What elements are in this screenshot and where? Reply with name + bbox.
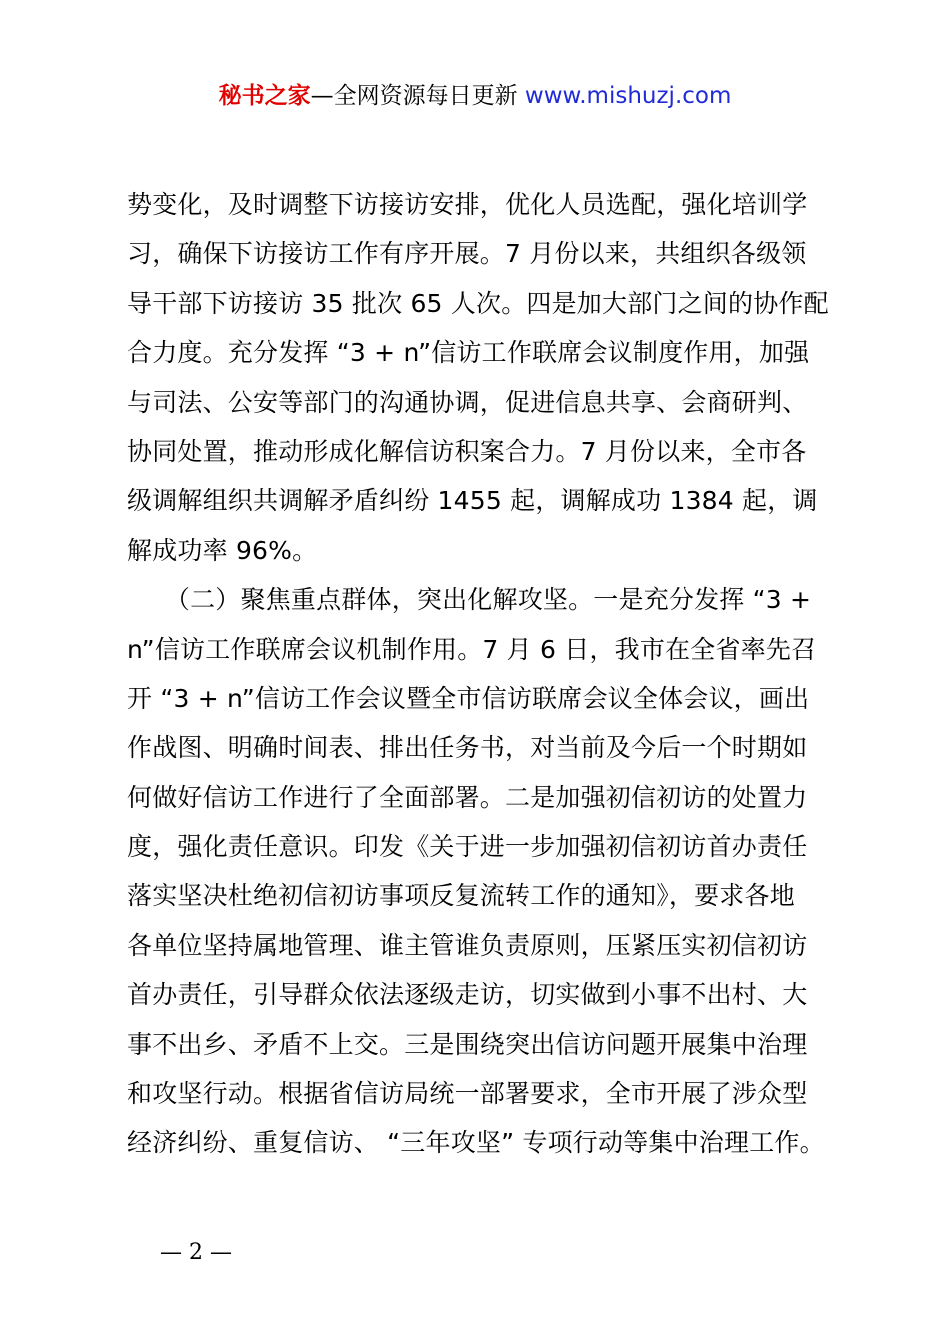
header-tagline: —全网资源每日更新 xyxy=(310,83,525,109)
text-line: 落实坚决杜绝初信初访事项反复流转工作的通知》，要求各地 xyxy=(127,881,795,911)
text-line: 作战图、明确时间表、排出任务书，对当前及今后一个时期如 xyxy=(127,733,808,763)
text-line: 势变化，及时调整下访接访安排，优化人员选配，强化培训学 xyxy=(127,190,808,219)
text-line: 解成功率 96%。 xyxy=(127,535,318,565)
page-number: — 2 — xyxy=(160,1240,232,1265)
text-line: 和攻坚行动。根据省信访局统一部署要求，全市开展了涉众型 xyxy=(127,1079,808,1109)
site-header xyxy=(0,80,950,112)
text-line: 合力度。充分发挥 “3 + n”信访工作联席会议制度作用，加强 xyxy=(127,338,810,368)
text-line: 度，强化责任意识。印发《关于进一步加强初信初访首办责任 xyxy=(127,832,808,862)
text-line: 各单位坚持属地管理、谁主管谁负责原则，压紧压实初信初访 xyxy=(127,930,808,960)
document-body xyxy=(127,183,847,1171)
text-line: 习，确保下访接访工作有序开展。7 月份以来，共组织各级领 xyxy=(127,239,807,269)
text-line: 事不出乡、矛盾不上交。三是围绕突出信访问题开展集中治理 xyxy=(127,1029,808,1059)
brand-name: 秘书之家 xyxy=(218,83,311,109)
text-line: 与司法、公安等部门的沟通协调，促进信息共享、会商研判、 xyxy=(127,387,808,417)
text-line: 何做好信访工作进行了全面部署。二是加强初信初访的处置力 xyxy=(127,782,808,812)
text-line: （二）聚焦重点群体，突出化解攻坚。一是充分发挥 “3 + xyxy=(127,585,812,615)
text-line: 开 “3 + n”信访工作会议暨全市信访联席会议全体会议，画出 xyxy=(127,683,810,713)
site-url-link[interactable]: www.mishuzj.com xyxy=(524,83,732,109)
text-line: 协同处置，推动形成化解信访积案合力。7 月份以来，全市各 xyxy=(127,436,807,466)
text-line: 级调解组织共调解矛盾纠纷 1455 起，调解成功 1384 起，调 xyxy=(127,486,818,516)
text-line: 首办责任，引导群众依法逐级走访，切实做到小事不出村、大 xyxy=(127,980,808,1010)
text-line: n”信访工作联席会议机制作用。7 月 6 日，我市在全省率先召 xyxy=(127,634,817,664)
text-line: 经济纠纷、重复信访、 “三年攻坚” 专项行动等集中治理工作。 xyxy=(127,1128,825,1158)
text-line: 导干部下访接访 35 批次 65 人次。四是加大部门之间的协作配 xyxy=(127,288,829,318)
